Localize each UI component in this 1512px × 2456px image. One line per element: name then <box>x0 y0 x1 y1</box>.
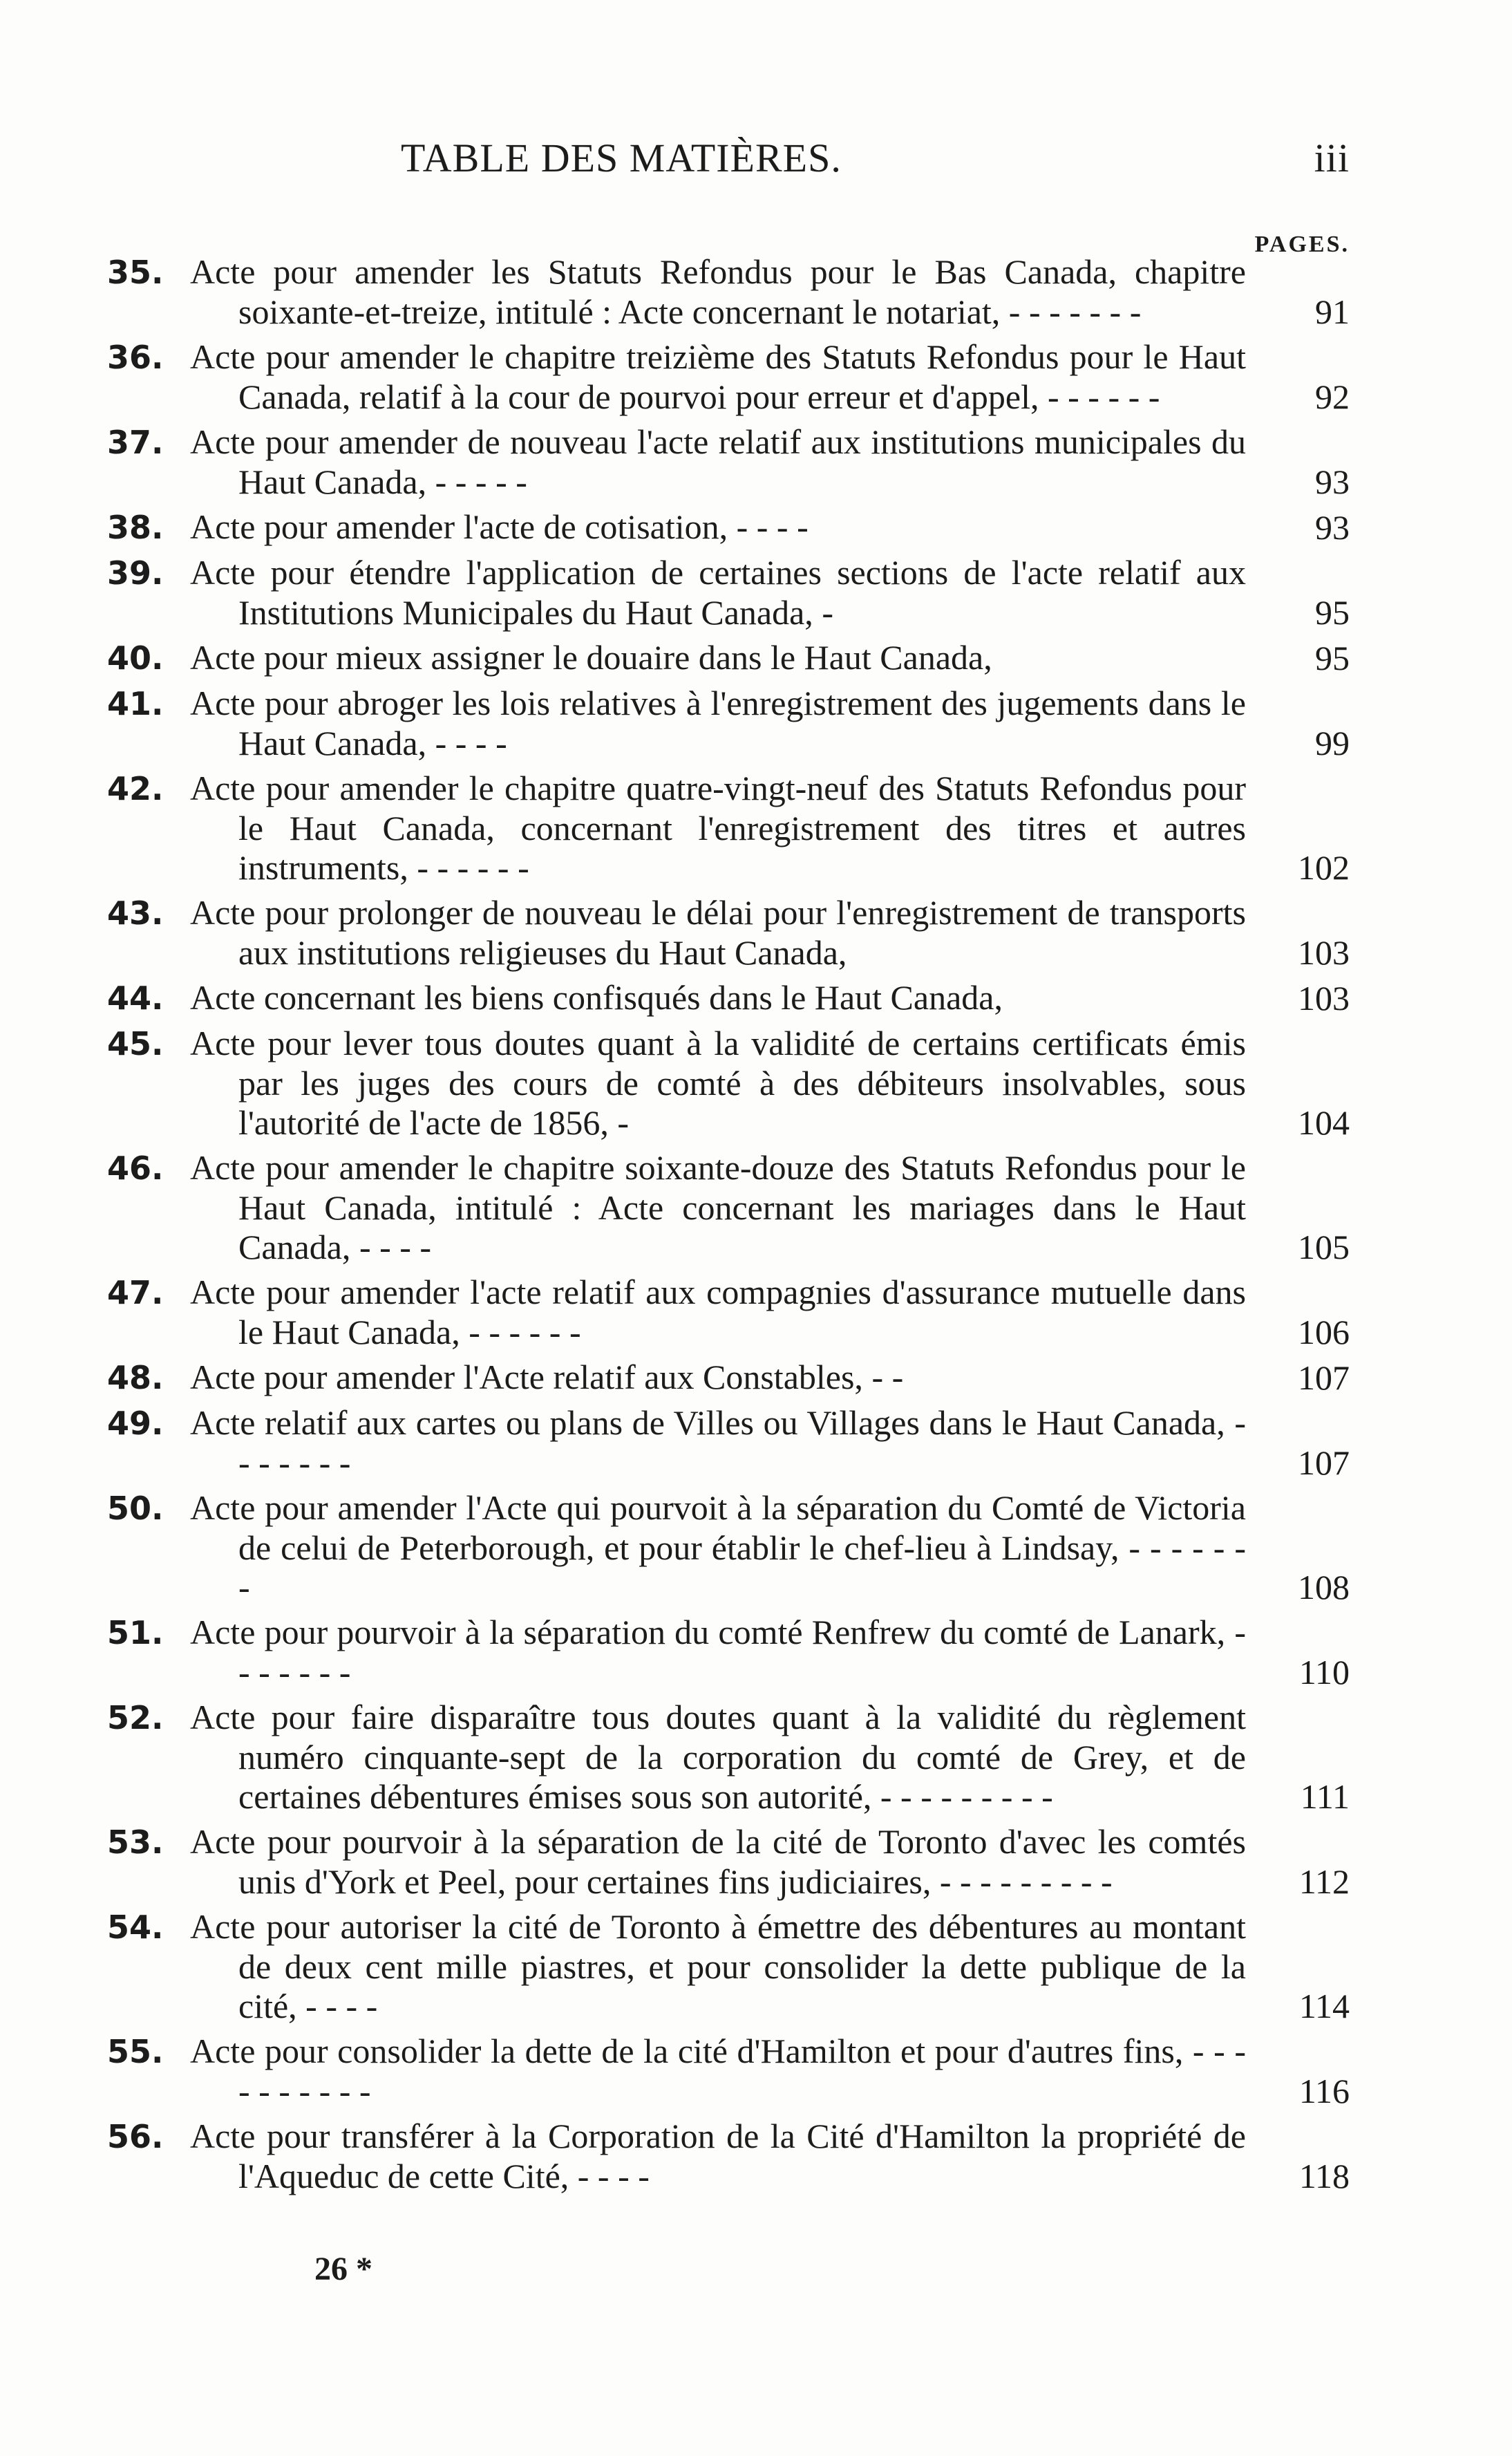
dot-leaders: - - - - - - - - - <box>871 1777 1053 1816</box>
entry-number: 56. <box>107 2118 164 2155</box>
entry-title: Acte relatif aux cartes ou plans de Villes ou Villages dans le Haut Canada, <box>190 1403 1225 1442</box>
table-of-contents <box>107 252 1350 2202</box>
toc-entry <box>107 507 1350 547</box>
toc-entry-text-block <box>107 2032 1246 2111</box>
entry-page-number: 92 <box>1315 377 1350 416</box>
entry-page-number: 118 <box>1298 2157 1350 2195</box>
page-title: TABLE DES MATIÈRES. <box>401 135 842 180</box>
toc-entry <box>107 2117 1350 2196</box>
entry-number: 37. <box>107 424 164 461</box>
toc-entry-text-block <box>107 1907 1246 2026</box>
entry-title: Acte pour amender le chapitre soixante-douze des Statuts Refondus pour le Haut Canada, intitulé : Acte concernant les mariages dans le Haut Canada, <box>190 1148 1246 1266</box>
dot-leaders: - <box>608 1103 630 1142</box>
toc-entry-text-block <box>107 337 1246 417</box>
entry-number: 48. <box>107 1359 164 1396</box>
entry-page-number: 103 <box>1298 933 1350 972</box>
dot-leaders: - - - - <box>296 1987 378 2025</box>
page-number: iii <box>1314 135 1350 180</box>
dot-leaders: - - - - <box>350 1228 432 1266</box>
entry-title: Acte pour autoriser la cité de Toronto à émettre des débentures au montant de deux cent mille piastres, et pour consolider la dette publique de la cité, <box>190 1907 1246 2025</box>
entry-title: Acte pour consolider la dette de la cité d'Hamilton et pour d'autres fins, <box>190 2032 1184 2070</box>
toc-entry-text-block <box>107 1273 1246 1352</box>
entry-page-number: 107 <box>1298 1358 1350 1397</box>
dot-leaders: - - - - <box>728 507 809 546</box>
entry-title: Acte pour faire disparaître tous doutes quant à la validité du règlement numéro cinquante-sept de la corporation du comté de Grey, et de certaines débentures émises sous son autorité, <box>190 1698 1246 1816</box>
dot-leaders: - - - - - - <box>460 1313 581 1351</box>
entry-page-number: 99 <box>1315 724 1350 762</box>
entry-number: 46. <box>107 1150 164 1187</box>
entry-page-number: 111 <box>1300 1777 1350 1816</box>
toc-entry <box>107 1822 1350 1902</box>
toc-entry-text-block <box>107 684 1246 763</box>
entry-number: 35. <box>107 254 164 291</box>
dot-leaders: - - - - - - - <box>238 1403 1246 1482</box>
dot-leaders: - - - - - - - - - <box>931 1862 1113 1901</box>
toc-entry-text-block <box>107 1403 1246 1483</box>
toc-entry-text-block <box>107 252 1246 332</box>
entry-page-number: 93 <box>1315 508 1350 547</box>
toc-entry-text-block <box>107 638 1246 678</box>
entry-title: Acte pour amender de nouveau l'acte relatif aux institutions municipales du Haut Canada, <box>190 422 1246 501</box>
toc-entry-text-block <box>107 2117 1246 2196</box>
entry-number: 54. <box>107 1909 164 1946</box>
entry-title: Acte pour amender l'Acte relatif aux Constables, <box>190 1358 863 1396</box>
entry-number: 53. <box>107 1824 164 1861</box>
dot-leaders: - - - - - <box>426 462 527 501</box>
toc-entry <box>107 1613 1350 1692</box>
toc-entry-text-block <box>107 553 1246 632</box>
toc-entry <box>107 769 1350 888</box>
toc-entry <box>107 553 1350 632</box>
toc-entry <box>107 1024 1350 1143</box>
toc-entry-text-block <box>107 769 1246 888</box>
dot-leaders: - - - - <box>569 2157 650 2195</box>
toc-entry <box>107 1907 1350 2026</box>
entry-title: Acte pour amender le chapitre treizième des Statuts Refondus pour le Haut Canada, relatif à la cour de pourvoi pour erreur et d'appel, <box>190 337 1246 416</box>
signature-mark: 26 * <box>314 2251 372 2287</box>
toc-entry <box>107 638 1350 678</box>
toc-entry <box>107 422 1350 502</box>
entry-page-number: 105 <box>1298 1228 1350 1266</box>
toc-entry-text-block <box>107 1488 1246 1607</box>
entry-page-number: 110 <box>1298 1653 1350 1691</box>
toc-entry <box>107 978 1350 1018</box>
entry-number: 45. <box>107 1025 164 1062</box>
entry-title: Acte pour lever tous doutes quant à la validité de certains certificats émis par les juges des cours de comté à des débiteurs insolvables, sous l'autorité de l'acte de 1856, <box>190 1024 1246 1142</box>
dot-leaders: - - - - - - - <box>238 1613 1246 1691</box>
entry-title: Acte pour abroger les lois relatives à l'enregistrement des jugements dans le Haut Canada, <box>190 684 1246 762</box>
toc-entry <box>107 252 1350 332</box>
entry-page-number: 116 <box>1298 2072 1350 2110</box>
entry-page-number: 106 <box>1298 1313 1350 1351</box>
entry-number: 50. <box>107 1490 164 1527</box>
entry-title: Acte pour pourvoir à la séparation de la cité de Toronto d'avec les comtés unis d'York et Peel, pour certaines fins judiciaires, <box>190 1822 1246 1901</box>
toc-entry <box>107 1403 1350 1483</box>
toc-entry-text-block <box>107 507 1246 547</box>
running-head <box>200 135 1350 183</box>
entry-number: 41. <box>107 685 164 722</box>
toc-entry <box>107 684 1350 763</box>
entry-page-number: 95 <box>1315 593 1350 632</box>
entry-title: Acte pour amender le chapitre quatre-vingt-neuf des Statuts Refondus pour le Haut Canada, concernant l'enregistrement des titres et autres instruments, <box>190 769 1246 887</box>
entry-page-number: 104 <box>1298 1103 1350 1142</box>
toc-entry-text-block <box>107 1148 1246 1267</box>
toc-entry-text-block <box>107 1822 1246 1902</box>
entry-number: 36. <box>107 339 164 376</box>
toc-entry <box>107 2032 1350 2111</box>
entry-number: 55. <box>107 2033 164 2070</box>
toc-entry-text-block <box>107 1613 1246 1692</box>
toc-entry-text-block <box>107 422 1246 502</box>
entry-title: Acte pour mieux assigner le douaire dans le Haut Canada, <box>190 638 992 677</box>
entry-number: 47. <box>107 1274 164 1311</box>
toc-entry-text-block <box>107 1024 1246 1143</box>
entry-title: Acte concernant les biens confisqués dans le Haut Canada, <box>190 978 1003 1017</box>
entry-title: Acte pour amender les Statuts Refondus pour le Bas Canada, chapitre soixante-et-treize, intitulé : Acte concernant le notariat, <box>190 252 1246 331</box>
entry-page-number: 114 <box>1298 1987 1350 2025</box>
dot-leaders: - - - - - - - <box>1000 292 1142 331</box>
toc-entry <box>107 337 1350 417</box>
dot-leaders: - - - - - - <box>408 848 529 887</box>
entry-page-number: 102 <box>1298 848 1350 887</box>
entry-number: 43. <box>107 894 164 932</box>
entry-title: Acte pour amender l'acte relatif aux compagnies d'assurance mutuelle dans le Haut Canada, <box>190 1273 1246 1351</box>
entry-title: Acte pour prolonger de nouveau le délai pour l'enregistrement de transports aux institutions religieuses du Haut Canada, <box>190 893 1246 972</box>
entry-title: Acte pour étendre l'application de certaines sections de l'acte relatif aux Institutions Municipales du Haut Canada, <box>190 553 1246 632</box>
toc-entry <box>107 1698 1350 1817</box>
entry-title: Acte pour transférer à la Corporation de la Cité d'Hamilton la propriété de l'Aqueduc de cette Cité, <box>190 2117 1246 2195</box>
dot-leaders: - <box>813 593 833 632</box>
toc-entry-text-block <box>107 893 1246 973</box>
pages-column-label: PAGES. <box>1254 232 1350 257</box>
toc-entry <box>107 1488 1350 1607</box>
toc-entry <box>107 1148 1350 1267</box>
dot-leaders: - - <box>862 1358 904 1396</box>
toc-entry <box>107 893 1350 973</box>
toc-entry <box>107 1273 1350 1352</box>
dot-leaders: - - - - - - <box>1039 377 1160 416</box>
entry-number: 42. <box>107 770 164 807</box>
entry-page-number: 112 <box>1298 1862 1350 1901</box>
entry-page-number: 103 <box>1298 979 1350 1018</box>
dot-leaders: - - - - <box>426 724 507 762</box>
dot-leaders: - - - - - - - - - - <box>238 2032 1247 2110</box>
entry-page-number: 107 <box>1298 1443 1350 1482</box>
entry-number: 52. <box>107 1699 164 1736</box>
toc-entry <box>107 1358 1350 1398</box>
entry-number: 51. <box>107 1614 164 1651</box>
entry-title: Acte pour amender l'Acte qui pourvoit à la séparation du Comté de Victoria de celui de Peterborough, et pour établir le chef-lieu à Lindsay, <box>190 1488 1246 1567</box>
toc-entry-text-block <box>107 1698 1246 1817</box>
entry-page-number: 93 <box>1315 462 1350 501</box>
entry-title: Acte pour amender l'acte de cotisation, <box>190 507 728 546</box>
entry-page-number: 108 <box>1298 1568 1350 1606</box>
toc-entry-text-block <box>107 1358 1246 1398</box>
entry-number: 44. <box>107 979 164 1017</box>
entry-page-number: 95 <box>1315 639 1350 677</box>
entry-number: 40. <box>107 639 164 677</box>
dot-leaders: - - - - - - - <box>238 1528 1247 1606</box>
entry-number: 39. <box>107 554 164 592</box>
entry-page-number: 91 <box>1315 292 1350 331</box>
entry-number: 38. <box>107 509 164 546</box>
entry-number: 49. <box>107 1405 164 1442</box>
entry-title: Acte pour pourvoir à la séparation du comté Renfrew du comté de Lanark, <box>190 1613 1226 1651</box>
toc-entry-text-block <box>107 978 1246 1018</box>
